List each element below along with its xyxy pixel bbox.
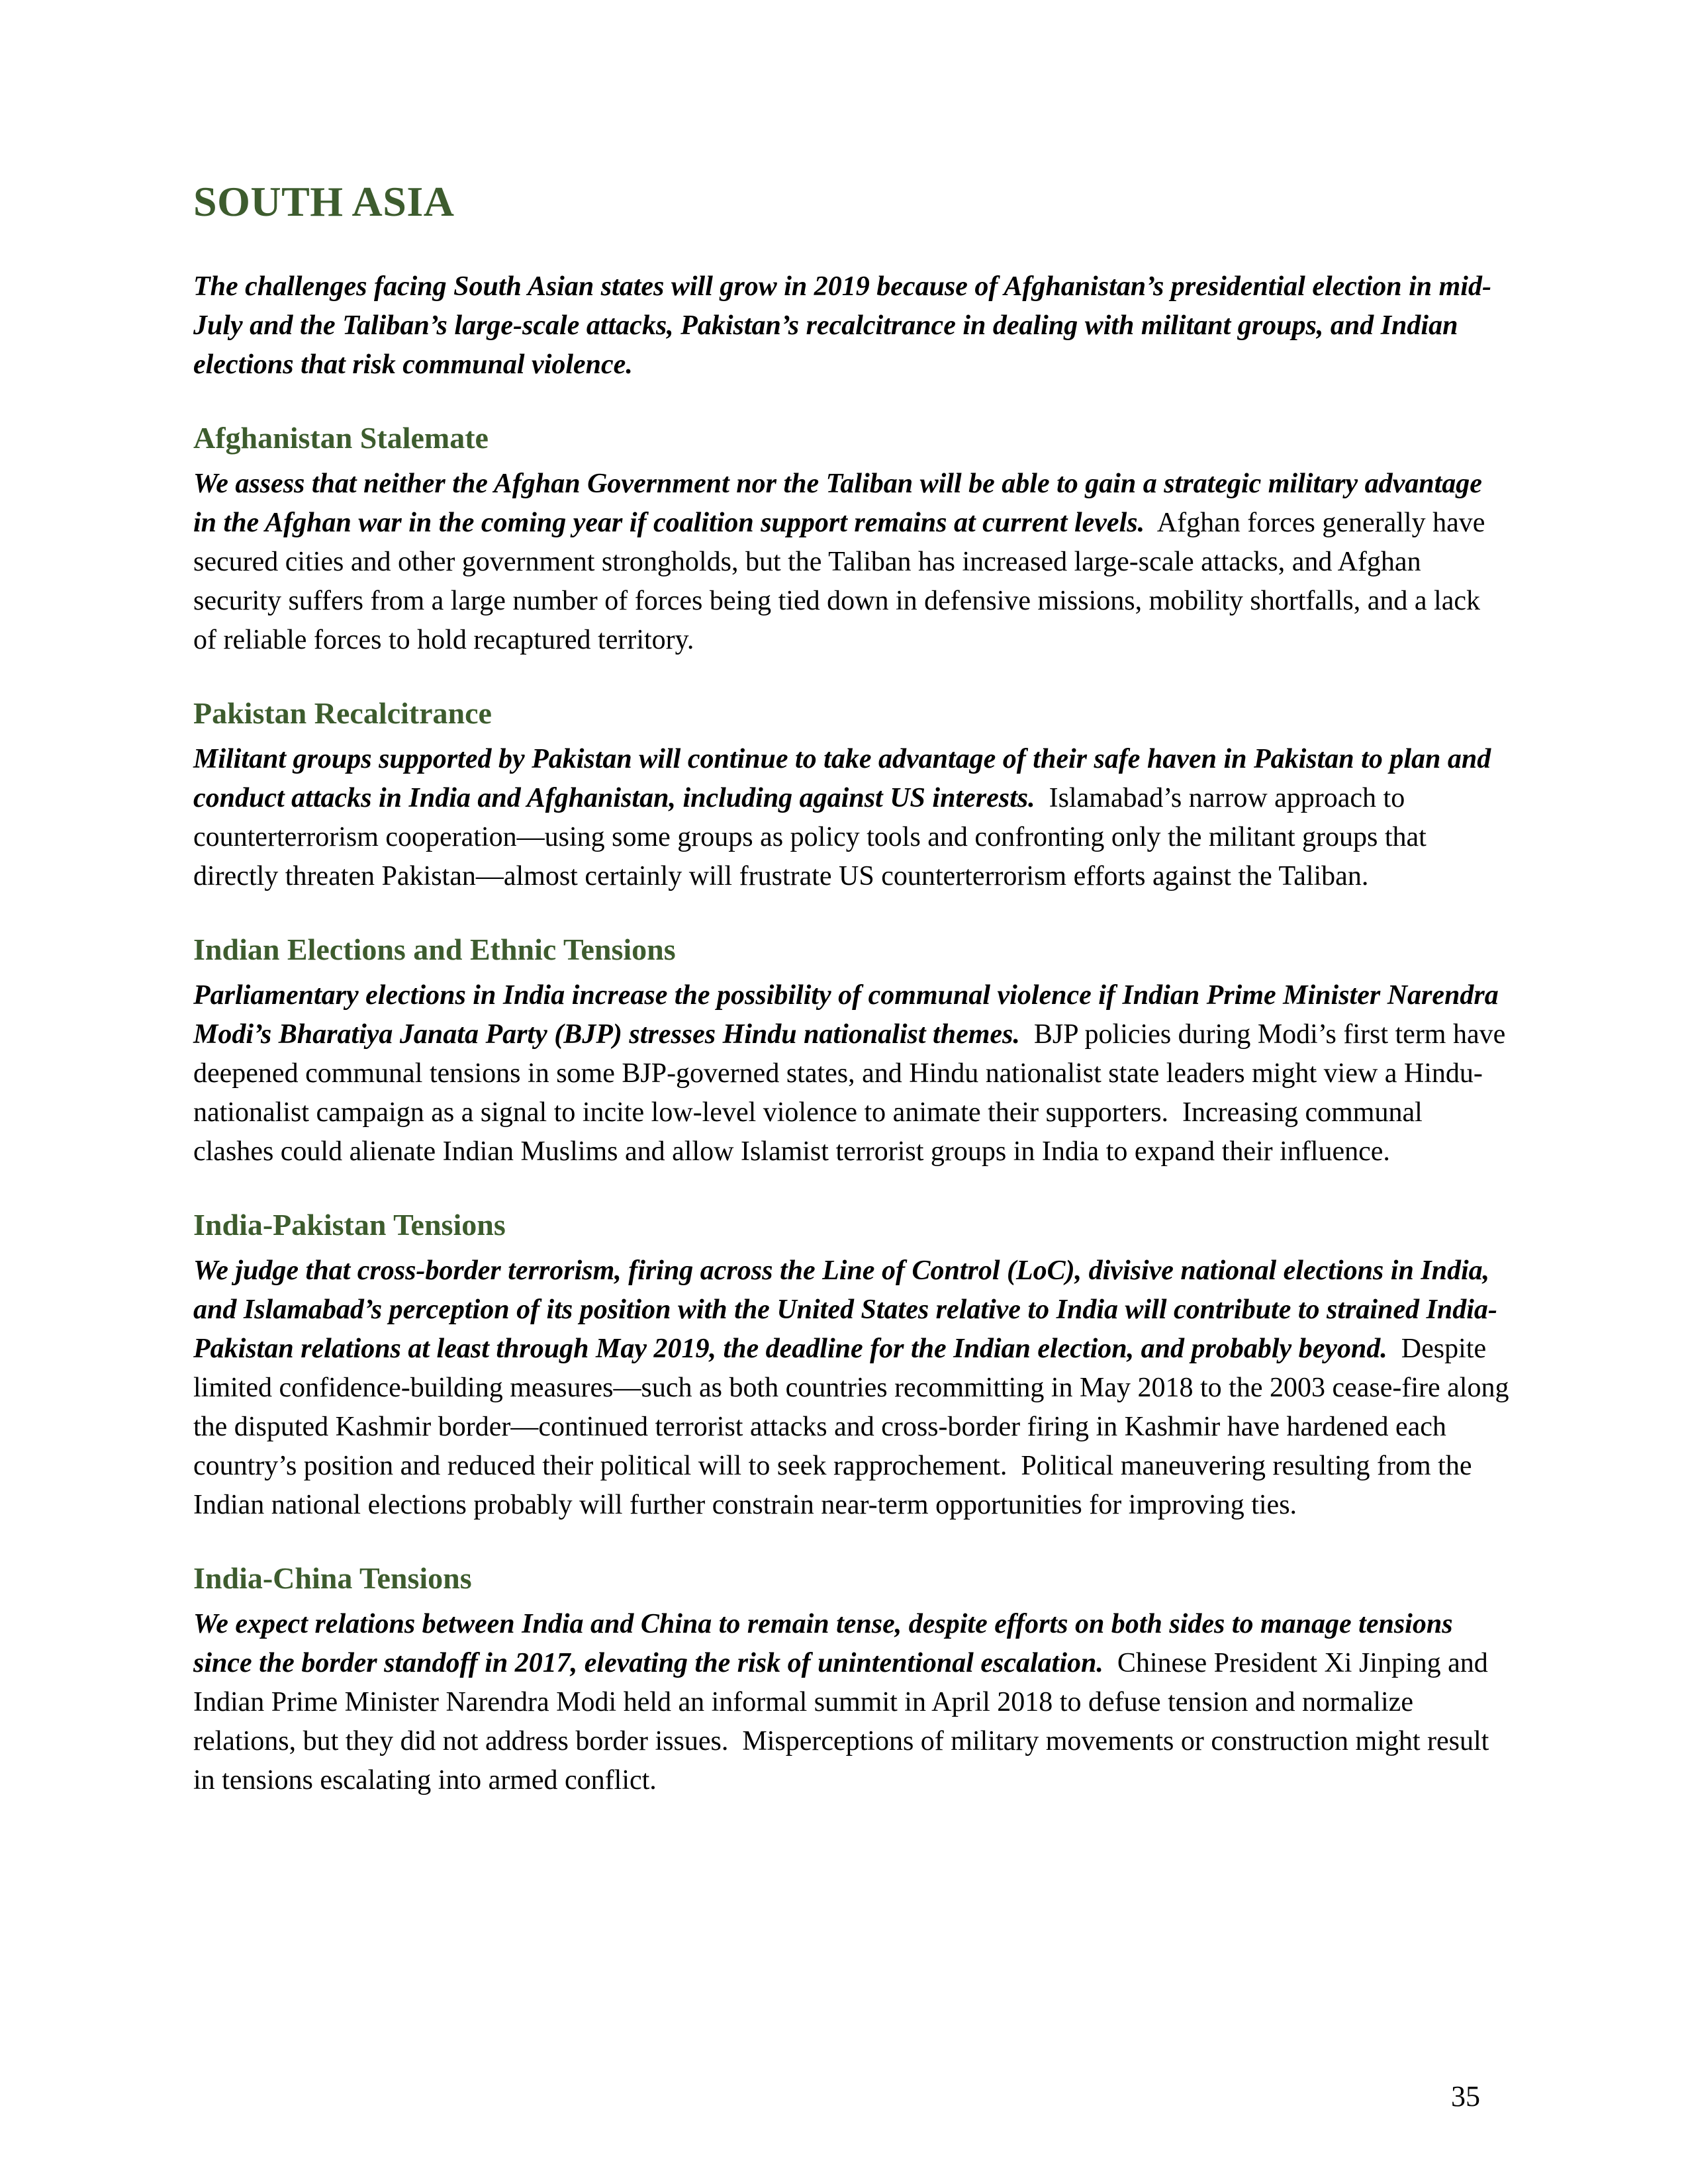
section-heading-afghanistan-stalemate: Afghanistan Stalemate	[193, 421, 489, 455]
section-paragraph	[193, 740, 1509, 896]
section-paragraph	[193, 1251, 1516, 1525]
assessment-lead: Parliamentary elections in India increase the possibility of communal violence if Indian Prime Minister Narendra Modi’s Bharatiya Janata Party (BJP) stresses Hindu nationalist themes.	[193, 980, 1506, 1050]
assessment-lead: We expect relations between India and China to remain tense, despite efforts on both sides to manage tensions since the border standoff in 2017, elevating the risk of unintentional escalation.	[193, 1609, 1460, 1678]
page-title: SOUTH ASIA	[193, 178, 455, 225]
section-paragraph	[193, 976, 1513, 1171]
section-heading-indian-elections: Indian Elections and Ethnic Tensions	[193, 933, 676, 966]
section-paragraph	[193, 1605, 1509, 1800]
assessment-lead: Militant groups supported by Pakistan will continue to take advantage of their safe haven in Pakistan to plan and conduct attacks in India and Afghanistan, including against US interests.	[193, 744, 1498, 813]
section-afghanistan-stalemate	[193, 420, 1509, 660]
page-number: 35	[1451, 2080, 1480, 2113]
assessment-body: Afghan forces generally have secured cities and other government strongholds, but the Taliban has increased large-scale attacks, and Afghan security suffers from a large number of forces being tied down in defensive missions, mobility shortfalls, and a lack of reliable forces to hold recaptured territory.	[193, 508, 1492, 655]
assessment-body: BJP policies during Modi’s first term have deepened communal tensions in some BJP-governed states, and Hindu nationalist state leaders might view a Hindu-nationalist campaign as a signal to incite low-level violence to animate their supporters. Increasing communal clashes could alienate Indian Muslims and allow Islamist terrorist groups in India to expand their influence.	[193, 1019, 1513, 1167]
assessment-body: Despite limited confidence-building measures—such as both countries recommitting in May 2018 to the 2003 cease-fire along the disputed Kashmir border—continued terrorist attacks and cross-border firing in Kashmir have hardened each country’s position and reduced their political will to seek rapprochement. Political maneuvering resulting from the Indian national elections probably will further constrain near-term opportunities for improving ties.	[193, 1334, 1516, 1520]
assessment-body: Chinese President Xi Jinping and Indian Prime Minister Narendra Modi held an informal summit in April 2018 to defuse tension and normalize relations, but they did not address border issues. Misperceptions of military movements or construction might result in tensions escalating into armed conflict.	[193, 1648, 1496, 1796]
assessment-lead: We judge that cross-border terrorism, firing across the Line of Control (LoC), divisive national elections in India, and Islamabad’s perception of its position with the United States relative to India will contribute to strained India-Pakistan relations at least through May 2019, the deadline for the Indian election, and probably beyond.	[193, 1255, 1497, 1364]
section-india-china-tensions	[193, 1561, 1509, 1800]
assessment-lead: We assess that neither the Afghan Government nor the Taliban will be able to gain a strategic military advantage in the Afghan war in the coming year if coalition support remains at current levels.	[193, 469, 1489, 538]
section-heading-india-china: India-China Tensions	[193, 1561, 472, 1595]
section-heading-pakistan-recalcitrance: Pakistan Recalcitrance	[193, 696, 492, 730]
section-indian-elections-ethnic-tensions	[193, 932, 1513, 1171]
section-india-pakistan-tensions	[193, 1207, 1516, 1525]
section-heading-india-pakistan: India-Pakistan Tensions	[193, 1208, 506, 1242]
section-paragraph	[193, 465, 1509, 660]
assessment-body: Islamabad’s narrow approach to counterterrorism cooperation—using some groups as policy tools and confronting only the militant groups that directly threaten Pakistan—almost certainly will frustrate US counterterrorism efforts against the Taliban.	[193, 783, 1434, 891]
intro-paragraph: The challenges facing South Asian states will grow in 2019 because of Afghanistan’s presidential election in mid-July and the Taliban’s large-scale attacks, Pakistan’s recalcitrance in dealing with militant groups, and Indian elections that risk communal violence.	[193, 271, 1491, 380]
section-pakistan-recalcitrance	[193, 696, 1509, 896]
page-content	[193, 177, 1516, 1800]
